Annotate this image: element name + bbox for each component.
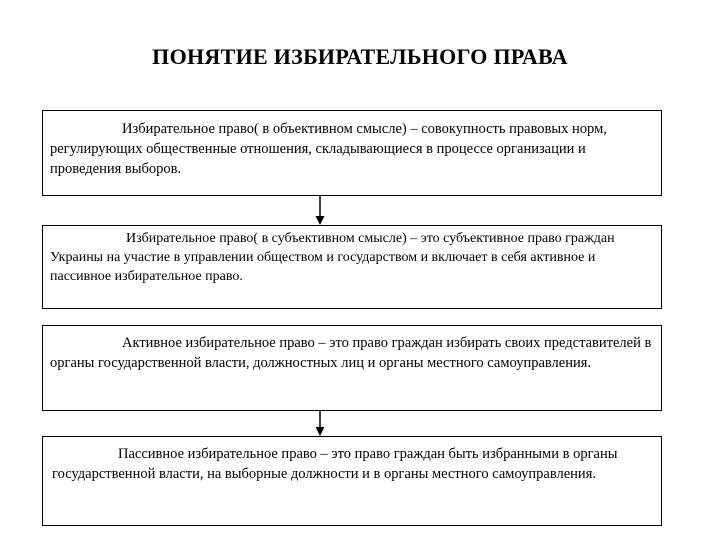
subjective-definition-text: Избирательное право( в субъективном смысле) – это субъективное право граждан Украины на участие в управлении обществом и государством и включает в себя активное и пассивное избирательное право.	[50, 231, 615, 284]
objective-definition-text: Избирательное право( в объективном смысле) – совокупность правовых норм, регулирующих общественные отношения, складывающиеся в процессе организации и проведения выборов.	[50, 121, 607, 177]
passive-right-text: Пассивное избирательное право – это право граждан быть избранными в органы государственной власти, на выборные должности и в органы местного самоуправления.	[52, 446, 618, 482]
passive-right-box	[42, 436, 662, 526]
objective-definition-box	[42, 110, 662, 196]
subjective-definition-box	[42, 225, 662, 309]
active-right-text: Активное избирательное право – это право граждан избирать своих представителей в органы государственной власти, должностных лиц и органы местного самоуправления.	[50, 335, 652, 371]
page-title: ПОНЯТИЕ ИЗБИРАТЕЛЬНОГО ПРАВА	[152, 44, 568, 69]
arrow-down-icon	[314, 411, 326, 437]
arrow-down-icon	[314, 196, 326, 226]
active-right-box	[42, 325, 662, 411]
